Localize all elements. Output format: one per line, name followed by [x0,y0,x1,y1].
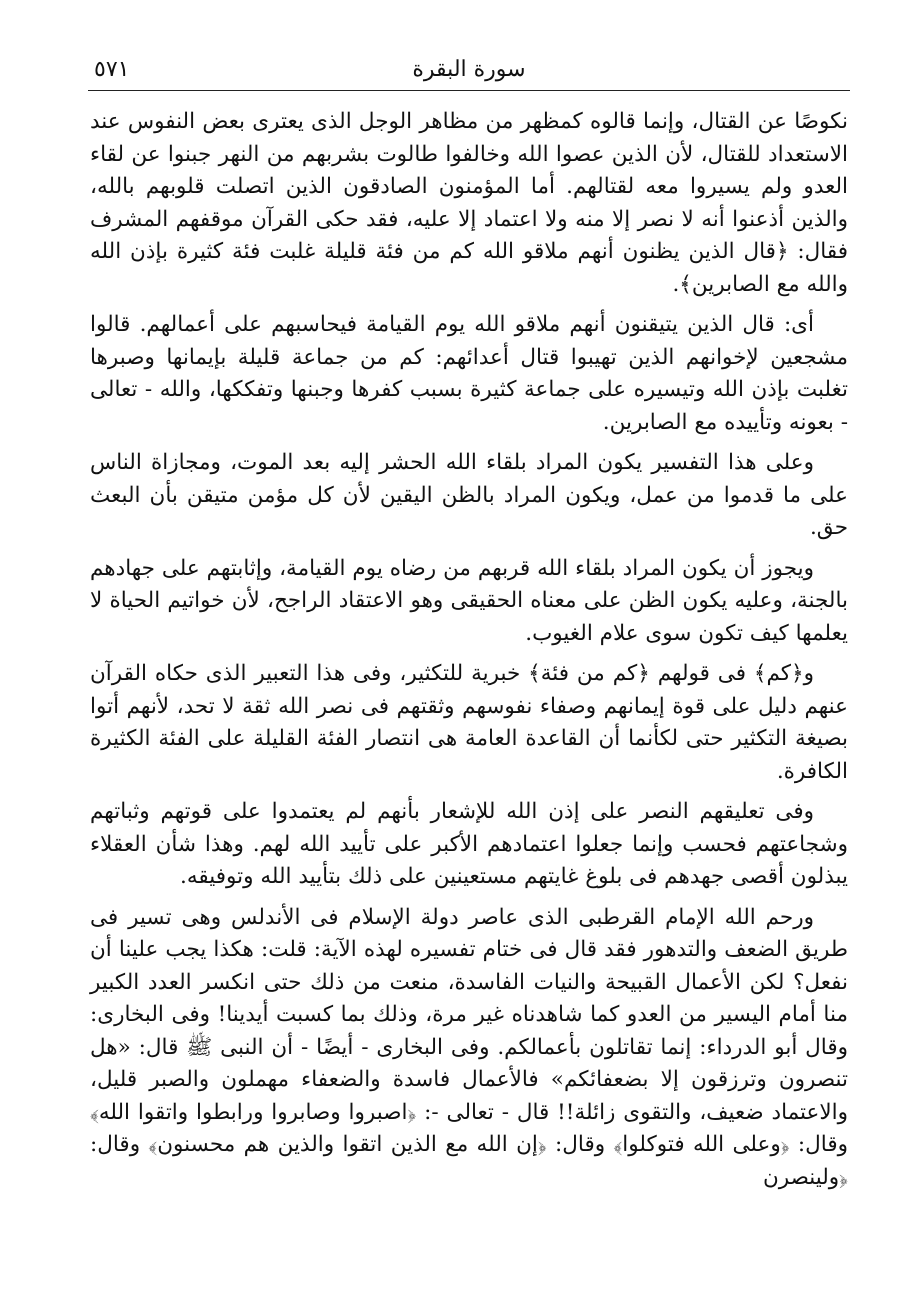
paragraph: ويجوز أن يكون المراد بلقاء الله قربهم من رضاه يوم القيامة، وإثابتهم على جهادهم بالجنة، وعليه يكون الظن على معناه الحقيقى وهو الاعتقاد الراجح، لأن خواتيم الحياة لا يعلمها كيف تكون سوى علام الغيوب. [90,555,848,646]
page-number: ٥٧١ [94,57,130,82]
body-text [90,106,848,1202]
paragraph: وعلى هذا التفسير يكون المراد بلقاء الله الحشر إليه بعد الموت، ومجازاة الناس على ما قدموا من عمل، ويكون المراد بالظن اليقين لأن كل مؤمن متيقن بأن البعث حق. [90,450,848,540]
paragraph: وفى تعليقهم النصر على إذن الله للإشعار بأنهم لم يعتمدوا على قوتهم وثباتهم وشجاعتهم فحسب وإنما جعلوا اعتمادهم الأكبر على تأييد الله لهم. وهذا شأن العقلاء يبذلون أقصى جهدهم فى بلوغ غايتهم مستعينين على ذلك بتأييد الله وتوفيقه. [90,799,848,889]
paragraph: نكوصًا عن القتال، وإنما قالوه كمظهر من مظاهر الوجل الذى يعترى بعض النفوس عند الاستعداد للقتال، لأن الذين عصوا الله وخالفوا طالوت بشربهم من النهر جبنوا عن لقاء العدو ولم يسيروا معه لقتالهم. أما المؤمنون الصادقون الذين اتصلت قلوبهم بالله، والذين أذعنوا أنه لا نصر إلا منه ولا اعتماد إلا عليه، فقد حكى القرآن موقفهم المشرف فقال: ﴿قال الذين يظنون أنهم ملاقو الله كم من فئة قليلة غلبت فئة كثيرة بإذن الله والله مع الصابرين﴾. [90,109,849,297]
running-header [88,52,850,91]
paragraph: أى: قال الذين يتيقنون أنهم ملاقو الله يوم القيامة فيحاسبهم على أعمالهم. قالوا مشجعين لإخوانهم الذين تهيبوا قتال أعدائهم: كم من جماعة قليلة بإيمانها وصبرها تغلبت بإذن الله وتيسيره على جماعة كثيرة بسبب كفرها وجبنها وتفككها، والله - تعالى - بعونه وتأييده مع الصابرين. [90,312,848,435]
paragraph: ورحم الله الإمام القرطبى الذى عاصر دولة الإسلام فى الأندلس وهى تسير فى طريق الضعف والتدهور فقد قال فى ختام تفسيره لهذه الآية: قلت: هكذا يجب علينا أن نفعل؟ لكن الأعمال القبيحة والنيات الفاسدة، منعت من ذلك حتى انكسر العدد الكبير منا أمام اليسير من العدو كما شاهدناه غير مرة، وذلك بما كسبت أيدينا! وفى البخارى: وقال أبو الدرداء: إنما تقاتلون بأعمالكم. وفى البخارى - أيضًا - أن النبى ﷺ قال: «هل تنصرون وترزقون إلا بضعفائكم» فالأعمال فاسدة والضعفاء مهملون والصبر قليل، والاعتماد ضعيف، والتقوى زائلة!! قال - تعالى -: ﴿اصبروا وصابروا ورابطوا واتقوا الله﴾ وقال: ﴿وعلى الله فتوكلوا﴾ وقال: ﴿إن الله مع الذين اتقوا والذين هم محسنون﴾ وقال: ﴿ولينصرن [90,904,848,1190]
paragraph: و﴿كم﴾ فى قولهم ﴿كم من فئة﴾ خبرية للتكثير، وفى هذا التعبير الذى حكاه القرآن عنهم دليل على قوة إيمانهم وصفاء نفوسهم وثقتهم فى نصر الله ثقة لا تحد، لأنهم أتوا بصيغة التكثير حتى لكأنما أن القاعدة العامة هى انتصار الفئة القليلة على الفئة الكثيرة الكافرة. [90,661,848,784]
surah-title: سورة البقرة [412,57,526,82]
